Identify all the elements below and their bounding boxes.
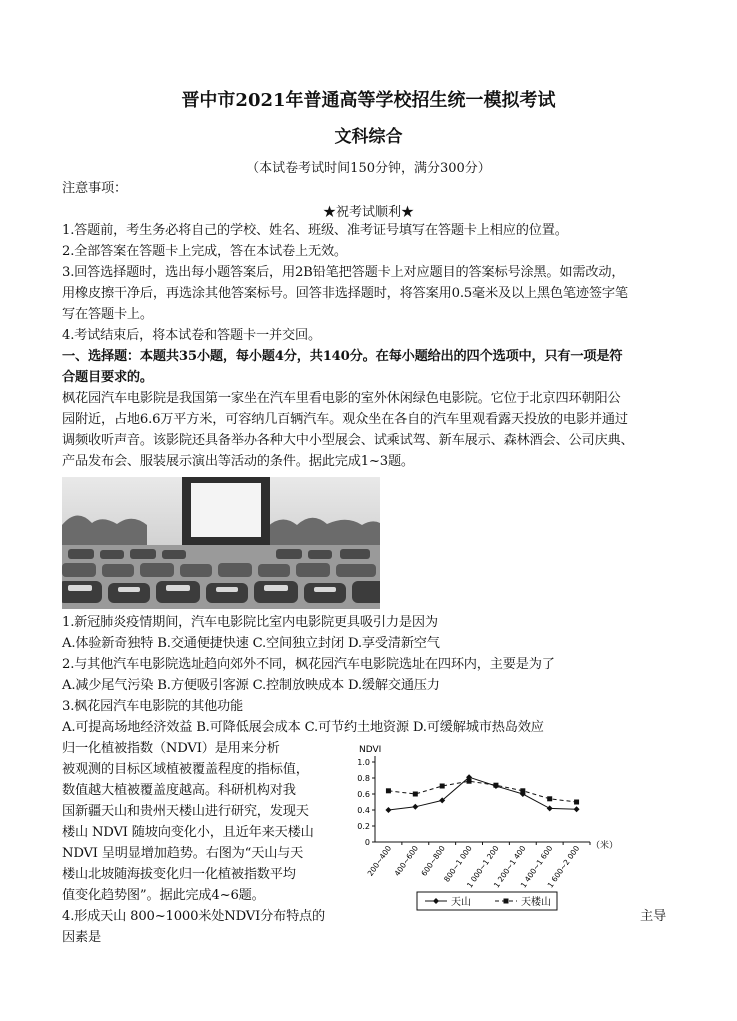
y-tick-label: 0.6 <box>357 790 370 799</box>
x-tick-label: 1 600~2 000 <box>545 843 582 890</box>
wish-line: ★祝考试顺利★ <box>322 205 414 220</box>
data-point <box>467 779 472 784</box>
time-note: （本试卷考试时间150分钟，满分300分） <box>246 161 491 176</box>
question-1: 1.新冠肺炎疫情期间，汽车电影院比室内电影院更具吸引力是因为 <box>62 615 438 630</box>
passage1-line: 产品发布会、服装展示演出等活动的条件。据此完成1~3题。 <box>62 454 414 469</box>
question-3: 3.枫花园汽车电影院的其他功能 <box>62 699 244 714</box>
data-point <box>574 806 580 812</box>
legend-label: 天楼山 <box>521 897 551 908</box>
x-axis-unit: （米） <box>591 841 619 851</box>
passage2-line: 被观测的目标区域植被覆盖程度的指标值， <box>62 762 309 777</box>
x-tick-label: 200~400 <box>365 843 394 878</box>
instruction-3-end: 写在答题卡上。 <box>62 307 153 322</box>
passage2-line: 数值越大植被覆盖度越高。科研机构对我 <box>62 783 296 798</box>
x-tick-label: 1 000~1 200 <box>464 843 501 890</box>
cinema-photo-icon <box>62 477 380 609</box>
instruction-2: 2.全部答案在答题卡上完成，答在本试卷上无效。 <box>62 244 347 259</box>
exam-title: 晋中市2021年普通高等学校招生统一模拟考试 <box>181 90 556 111</box>
instruction-3-cont: 用橡皮擦干净后，再选涂其他答案标号。回答非选择题时，将答案用0.5毫米及以上黑色笔迹签字笔 <box>62 286 628 301</box>
legend-marker <box>504 899 509 904</box>
x-tick-label: 600~800 <box>419 843 447 878</box>
data-point <box>385 807 391 813</box>
question-2: 2.与其他汽车电影院选址趋向郊外不同，枫花园汽车电影院选址在四环内，主要是为了 <box>62 657 555 672</box>
passage2-line: 楼山北坡随海拔变化归一化植被指数平均 <box>62 867 296 882</box>
y-tick-label: 0.2 <box>357 822 370 831</box>
exam-subtitle: 文科综合 <box>334 127 403 147</box>
data-point <box>386 788 391 793</box>
y-tick-label: 1.0 <box>357 758 370 767</box>
passage1-line: 调频收听声音。该影院还具备举办各种大中小型展会、试乘试驾、新车展示、森林酒会、公司庆典、 <box>62 433 634 448</box>
question-4: 4.形成天山 800~1000米处NDVI分布特点的 <box>62 909 326 924</box>
question-3-options: A.可提高场地经济效益 B.可降低展会成本 C.可节约土地资源 D.可缓解城市热岛效应 <box>62 720 544 735</box>
instruction-3: 3.回答选择题时，选出每小题答案后，用2B铅笔把答题卡上对应题目的答案标号涂黑。如需改动， <box>62 265 625 280</box>
data-point <box>440 784 445 789</box>
data-point <box>413 792 418 797</box>
instruction-1: 1.答题前，考生务必将自己的学校、姓名、班级、准考证号填写在答题卡上相应的位置。 <box>62 223 568 238</box>
y-tick-label: 0.4 <box>357 806 370 815</box>
y-axis-label: NDVI <box>359 745 382 755</box>
passage2-line: 值变化趋势图”。据此完成4~6题。 <box>62 888 265 903</box>
passage1-line: 枫花园汽车电影院是我国第一家坐在汽车里看电影的室外休闲绿色电影院。它位于北京四环朝阳公 <box>62 391 621 406</box>
passage2-line: NDVI 呈明显增加趋势。右图为“天山与天 <box>62 846 304 861</box>
data-point <box>493 783 498 788</box>
question-4-tail: 主导 <box>640 909 666 924</box>
x-tick-label: 400~600 <box>392 843 420 878</box>
data-point <box>574 800 579 805</box>
question-4-cont: 因素是 <box>62 930 101 945</box>
data-point <box>547 805 553 811</box>
passage2-line: 国新疆天山和贵州天楼山进行研究，发现天 <box>62 804 309 819</box>
x-tick-label: 1 400~1 600 <box>518 843 555 890</box>
x-tick-label: 800~1 000 <box>442 843 474 884</box>
question-1-options: A.体验新奇独特 B.交通便捷快速 C.空间独立封闭 D.享受清新空气 <box>62 636 440 651</box>
instruction-4: 4.考试结束后，将本试卷和答题卡一并交回。 <box>62 328 321 343</box>
passage2-line: 楼山 NDVI 随坡向变化小，且近年来天楼山 <box>62 825 314 840</box>
x-tick-label: 1 200~1 400 <box>491 843 528 890</box>
drive-in-cinema-photo <box>62 477 380 609</box>
y-tick-label: 0 <box>364 838 370 847</box>
legend-label: 天山 <box>451 897 471 908</box>
data-point <box>412 804 418 810</box>
ndvi-line-chart <box>345 742 635 914</box>
data-point <box>520 788 525 793</box>
passage2-line: 归一化植被指数（NDVI）是用来分析 <box>62 741 280 756</box>
section-heading: 一、选择题：本题共35小题，每小题4分，共140分。在每小题给出的四个选项中，只有一项是符 <box>62 349 623 364</box>
y-tick-label: 0.8 <box>357 774 370 783</box>
section-heading-cont: 合题目要求的。 <box>62 370 153 385</box>
passage1-line: 园附近，占地6.6万平方米，可容纳几百辆汽车。观众坐在各自的汽车里观看露天投放的电影并通过 <box>62 412 628 427</box>
question-2-options: A.减少尾气污染 B.方便吸引客源 C.控制放映成本 D.缓解交通压力 <box>62 678 440 693</box>
notice-label: 注意事项： <box>62 181 127 196</box>
data-point <box>547 796 552 801</box>
